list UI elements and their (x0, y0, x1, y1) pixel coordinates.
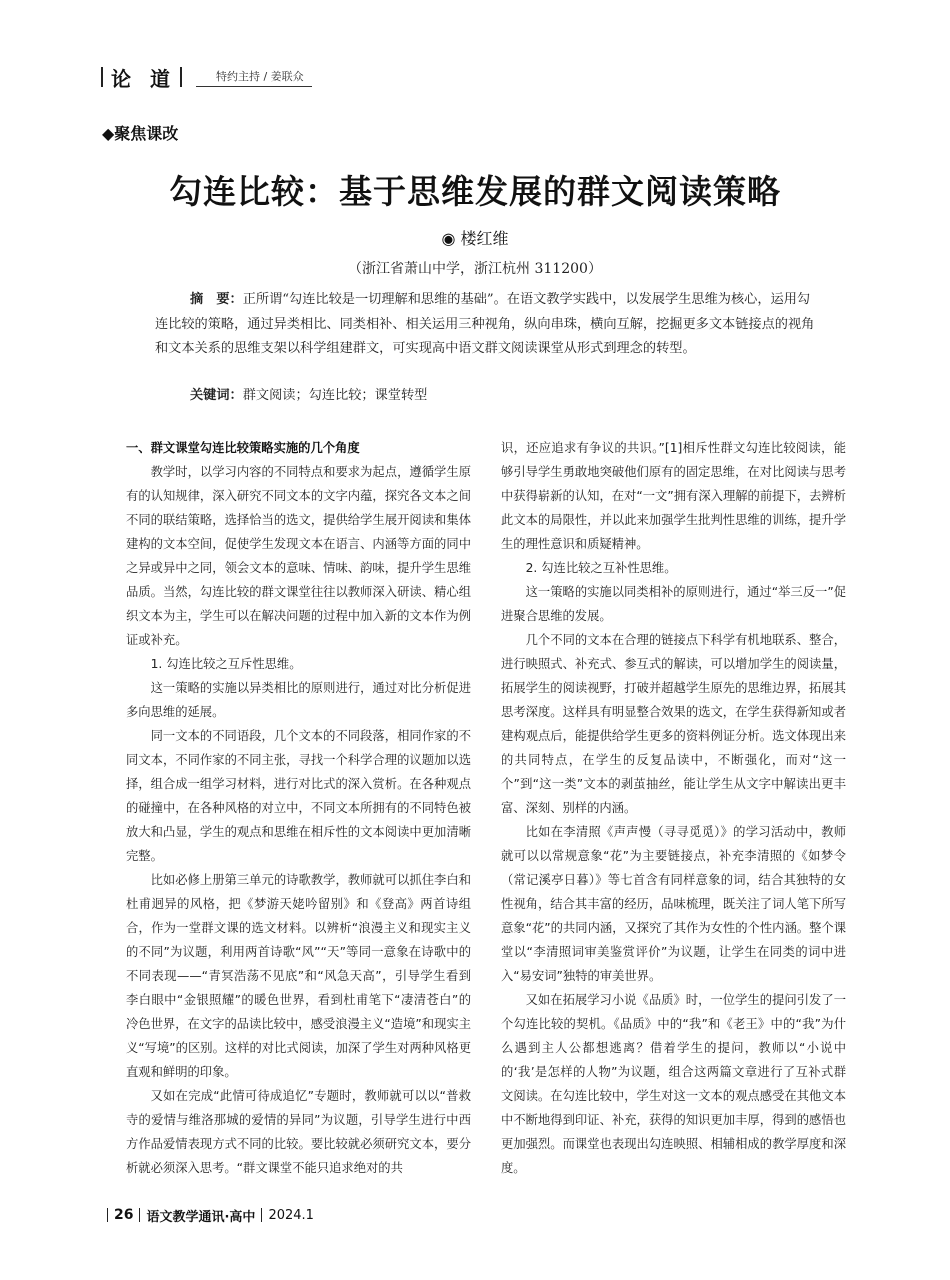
keywords-text: 群文阅读；勾连比较；课堂转型 (242, 388, 428, 403)
journal-name: 语文教学通讯·高中 (146, 1209, 256, 1225)
paragraph: 比如必修上册第三单元的诗歌教学，教师就可以抓住李白和杜甫迥异的风格，把《梦游天姥吟留别》和《登高》两首诗组合，作为一堂群文课的选文材料。以辨析“浪漫主义和现实主义的不同”为议题，利用两首诗歌“风”“天”等同一意象在诗歌中的不同表现——“青冥浩荡不见底”和“风急天高”，引导学生看到李白眼中“金银照耀”的暖色世界，看到杜甫笔下“凄清苍白”的冷色世界，在文字的品读比较中，感受浪漫主义“造境”和现实主义“写境”的区别。这样的对比式阅读，加深了学生对两种风格更直观和鲜明的印象。 (126, 873, 471, 1079)
body-column-left (126, 436, 471, 1180)
section-name: 论 道 (111, 66, 176, 91)
running-header (101, 64, 312, 90)
paragraph: 几个不同的文本在合理的链接点下科学有机地联系、整合，进行映照式、补充式、参互式的解读，可以增加学生的阅读量，拓展学生的阅读视野，打破并超越学生原先的思维边界，拓展其思考深度。这样具有明显整合效果的选文，在学生获得新知或者建构观点后，能提供给学生更多的资料例证分析。选文体现出来的共同特点，在学生的反复品读中，不断强化，而对“这一个”到“这一类”文本的剥茧抽丝，能让学生从文字中解读出更丰富、深刻、别样的内涵。 (501, 633, 846, 815)
abstract-label: 摘 要： (190, 292, 243, 307)
section-host: 特约主持 / 姜联众 (196, 68, 312, 87)
paragraph-continued: 识，还应追求有争议的共识。”[1]相斥性群文勾连比较阅读，能够引导学生勇敢地突破他们原有的固定思维，在对比阅读与思考中获得崭新的认知，在对“一文”拥有深入理解的前提下，去辨析此文本的局限性，并以此来加强学生批判性思维的训练，提升学生的理性意识和质疑精神。 (501, 441, 846, 551)
keywords (190, 384, 820, 403)
keywords-label: 关键词： (190, 388, 243, 403)
section-heading: 一、群文课堂勾连比较策略实施的几个角度 (126, 441, 360, 455)
journal-issue: 2024.1 (268, 1207, 314, 1223)
header-bar-left (101, 67, 103, 87)
header-bar-right (180, 67, 182, 87)
paragraph: 比如在李清照《声声慢（寻寻觅觅）》的学习活动中，教师就可以以常规意象“花”为主要链接点，补充李清照的《如梦令（常记溪亭日暮）》等七首含有同样意象的词，结合其独特的女性视角，结合其丰富的经历，品味梳理，既关注了词人笔下所写意象“花”的共同内涵，又探究了其作为女性的个性内涵。整个课堂以“李清照词审美鉴赏评价”为议题，让学生在同类的词中进入“易安词”独特的审美世界。 (501, 825, 846, 983)
article-author: ◉ 楼红维 (441, 229, 509, 248)
body-column-right (501, 436, 846, 1180)
column-tag: ◆聚焦课改 (102, 124, 179, 143)
paragraph: 又如在拓展学习小说《品质》时，一位学生的提问引发了一个勾连比较的契机。《品质》中的“我”和《老王》中的“我”为什么遇到主人公都想逃离？借着学生的提问，教师以“小说中的‘我’是怎样的人物”为议题，组合这两篇文章进行了互补式群文阅读。在勾连比较中，学生对这一文本的观点感受在其他文本中不断地得到印证、补充，获得的知识更加丰厚，得到的感悟也更加强烈。而课堂也表现出勾连映照、相辅相成的教学厚度和深度。 (501, 993, 846, 1175)
page-footer (101, 1205, 314, 1225)
article-title: 勾连比较：基于思维发展的群文阅读策略 (169, 172, 781, 211)
paragraph: 这一策略的实施以同类相补的原则进行，通过“举三反一”促进聚合思维的发展。 (501, 585, 846, 623)
subheading: 1. 勾连比较之互斥性思维。 (150, 657, 302, 671)
paragraph: 这一策略的实施以异类相比的原则进行，通过对比分析促进多向思维的延展。 (126, 681, 471, 719)
page-number: 26 (114, 1207, 134, 1223)
paragraph: 又如在完成“此情可待成追忆”专题时，教师就可以以“普救寺的爱情与维洛那城的爱情的异同”为议题，引导学生进行中西方作品爱情表现方式不同的比较。要比较就必须研究文本，要分析就必须深入思考。“群文课堂不能只追求绝对的共 (126, 1089, 471, 1175)
paragraph: 教学时，以学习内容的不同特点和要求为起点，遵循学生原有的认知规律，深入研究不同文本的文字内蕴，探究各文本之间不同的联结策略，选择恰当的选文，提供给学生展开阅读和集体建构的文本空间，促使学生发现文本在语言、内涵等方面的同中之异或异中之同，领会文本的意味、情味、韵味，提升学生思维品质。当然，勾连比较的群文课堂往往以教师深入研读、精心组织文本为主，学生可以在解决问题的过程中加入新的文本作为例证或补充。 (126, 465, 471, 647)
footer-bar (107, 1208, 108, 1222)
footer-bar (261, 1208, 262, 1222)
author-affiliation: （浙江省萧山中学，浙江杭州 311200） (348, 261, 602, 277)
paragraph: 同一文本的不同语段，几个文本的不同段落，相同作家的不同文本，不同作家的不同主张，寻找一个科学合理的议题加以选择，组合成一组学习材料，进行对比式的深入赏析。在各种观点的碰撞中，在各种风格的对立中，不同文本所拥有的不同特色被放大和凸显，学生的观点和思维在相斥性的文本阅读中更加清晰完整。 (126, 729, 471, 863)
footer-bar (139, 1208, 140, 1222)
abstract-text: 正所谓“勾连比较是一切理解和思维的基础”。在语文教学实践中，以发展学生思维为核心，运用勾连比较的策略，通过异类相比、同类相补、相关运用三种视角，纵向串珠，横向互解，挖掘更多文本链接点的视角和文本关系的思维支架以科学组建群文，可实现高中语文群文阅读课堂从形式到理念的转型。 (155, 292, 815, 356)
subheading: 2. 勾连比较之互补性思维。 (525, 561, 677, 575)
abstract (155, 288, 820, 362)
